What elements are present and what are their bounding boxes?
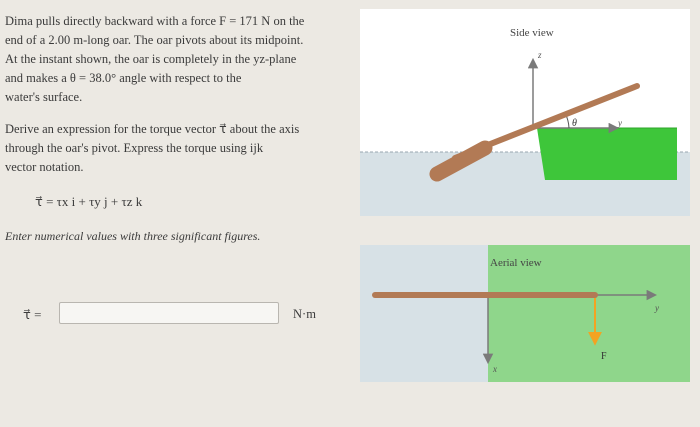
- answer-unit: N·m: [293, 307, 316, 321]
- task-line: vector notation.: [5, 160, 84, 174]
- theta-label: θ: [572, 118, 577, 129]
- task-statement: [5, 120, 335, 177]
- side-y-label: y: [618, 118, 622, 128]
- side-view-label: Side view: [510, 27, 554, 39]
- problem-line: and makes a θ = 38.0° angle with respect to the: [5, 71, 242, 85]
- sig-fig-hint: Enter numerical values with three significant figures.: [5, 229, 261, 243]
- oar-figure: [355, 0, 700, 422]
- problem-line: At the instant shown, the oar is completely in the yz-plane: [5, 52, 297, 66]
- torque-equation: τ⃗ = τx i + τy j + τz k: [35, 194, 143, 209]
- answer-label: τ⃗ =: [23, 307, 42, 322]
- force-label: F: [601, 351, 607, 362]
- answer-row: [5, 302, 345, 330]
- problem-line: end of a 2.00 m-long oar. The oar pivots about its midpoint.: [5, 33, 304, 47]
- task-line: through the oar's pivot. Express the torque using ijk: [5, 141, 264, 155]
- problem-line: water's surface.: [5, 90, 83, 104]
- problem-statement: [5, 12, 335, 107]
- figure-svg: [355, 0, 700, 422]
- boat-hull: [537, 128, 677, 180]
- aerial-y-label: y: [655, 303, 659, 313]
- side-z-label: z: [538, 50, 542, 60]
- task-line: Derive an expression for the torque vector τ⃗ about the axis: [5, 122, 300, 136]
- aerial-x-label: x: [493, 364, 497, 374]
- aerial-view-label: Aerial view: [490, 257, 542, 269]
- torque-answer-input[interactable]: [59, 302, 279, 324]
- problem-line: Dima pulls directly backward with a force F = 171 N on the: [5, 14, 305, 28]
